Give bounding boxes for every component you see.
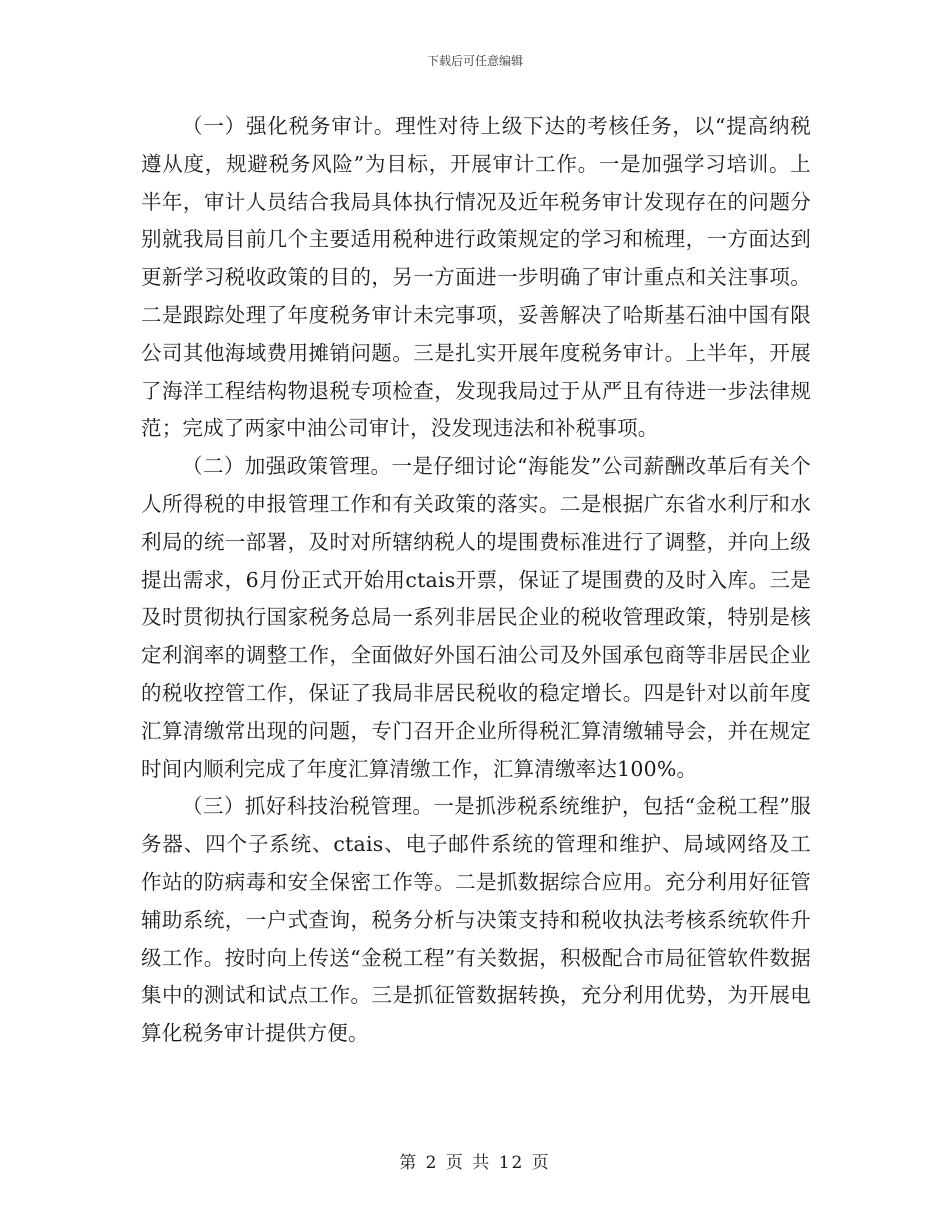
page-header: 下载后可任意编辑 [426,54,523,68]
document-body [141,108,811,1053]
paragraph-tax-audit: （一）强化税务审计。理性对待上级下达的考核任务，以“提高纳税遵从度，规避税务风险”为目标，开展审计工作。一是加强学习培训。上半年，审计人员结合我局具体执行情况及近年税务审计发现存在的问题分别就我局目前几个主要适用税种进行政策规定的学习和梳理，一方面达到更新学习税收政策的目的，另一方面进一步明确了审计重点和关注事项。二是跟踪处理了年度税务审计未完事项，妥善解决了哈斯基石油中国有限公司其他海域费用摊销问题。三是扎实开展年度税务审计。上半年，开展了海洋工程结构物退税专项检查，发现我局过于从严且有待进一步法律规范；完成了两家中油公司审计，没发现违法和补税事项。 [141,114,811,441]
page-number-footer: 第 2 页 共 12 页 [399,1153,551,1173]
paragraph-technology-management: （三）抓好科技治税管理。一是抓涉税系统维护，包括“金税工程”服务器、四个子系统、ctais、电子邮件系统的管理和维护、局域网络及工作站的防病毒和安全保密工作等。二是抓数据综合应用。充分利用好征管辅助系统，一户式查询，税务分析与决策支持和税收执法考核系统软件升级工作。按时向上传送“金税工程”有关数据，积极配合市局征管软件数据集中的测试和试点工作。三是抓征管数据转换，充分利用优势，为开展电算化税务审计提供方便。 [141,794,811,1046]
paragraph-policy-management: （二）加强政策管理。一是仔细讨论“海能发”公司薪酬改革后有关个人所得税的申报管理工作和有关政策的落实。二是根据广东省水利厅和水利局的统一部署，及时对所辖纳税人的堤围费标准进行了调整，并向上级提出需求，6月份正式开始用ctais开票，保证了堤围费的及时入库。三是及时贯彻执行国家税务总局一系列非居民企业的税收管理政策，特别是核定利润率的调整工作，全面做好外国石油公司及外国承包商等非居民企业的税收控管工作，保证了我局非居民税收的稳定增长。四是针对以前年度汇算清缴常出现的问题，专门召开企业所得税汇算清缴辅导会，并在规定时间内顺利完成了年度汇算清缴工作，汇算清缴率达100%。 [141,454,811,781]
